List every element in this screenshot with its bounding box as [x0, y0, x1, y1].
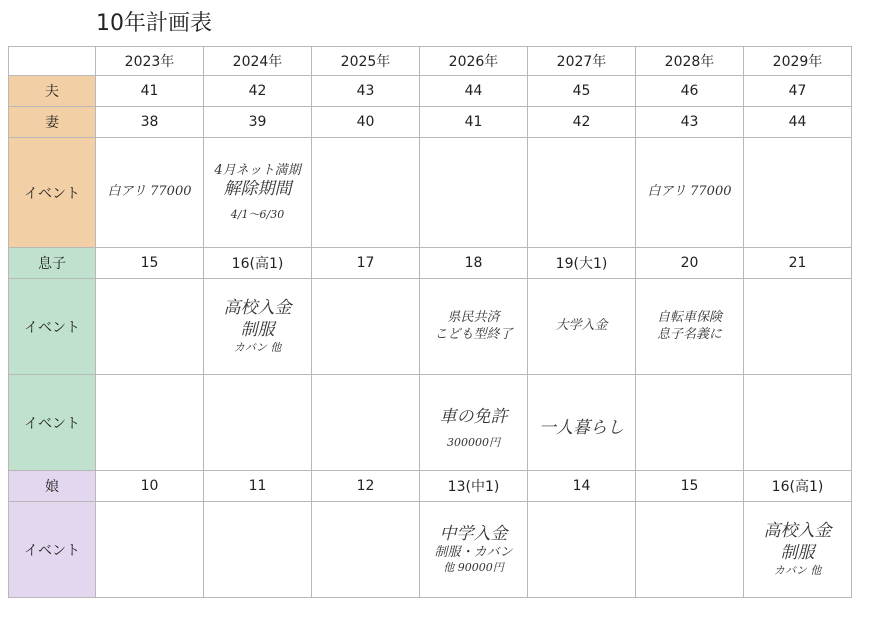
year-header: 2023年 [96, 47, 204, 76]
event-cell [312, 138, 420, 248]
age-cell: 44 [420, 76, 528, 107]
event-cell: 自転車保険 息子名義に [636, 279, 744, 375]
corner-cell [9, 47, 96, 76]
age-cell: 43 [636, 107, 744, 138]
age-cell: 40 [312, 107, 420, 138]
plan-table [8, 46, 852, 598]
age-cell: 13(中1) [420, 471, 528, 502]
age-cell: 12 [312, 471, 420, 502]
son-event-row-2 [9, 375, 852, 471]
event-cell [636, 502, 744, 598]
event-cell: 車の免許 300000円 [420, 375, 528, 471]
year-header: 2026年 [420, 47, 528, 76]
event-cell [96, 279, 204, 375]
age-cell: 41 [96, 76, 204, 107]
event-cell [96, 375, 204, 471]
age-cell: 16(高1) [744, 471, 852, 502]
row-label-son-event-1: イベント [9, 279, 96, 375]
row-label-daughter-event: イベント [9, 502, 96, 598]
age-cell: 42 [528, 107, 636, 138]
row-label-parents-event: イベント [9, 138, 96, 248]
event-cell [744, 375, 852, 471]
event-cell [312, 279, 420, 375]
age-cell: 18 [420, 248, 528, 279]
row-label-husband: 夫 [9, 76, 96, 107]
age-cell: 38 [96, 107, 204, 138]
son-event-row-1 [9, 279, 852, 375]
row-label-son-event-2: イベント [9, 375, 96, 471]
age-cell: 43 [312, 76, 420, 107]
event-cell: 中学入金 制服・カバン 他 90000円 [420, 502, 528, 598]
parents-event-row [9, 138, 852, 248]
year-header: 2027年 [528, 47, 636, 76]
age-cell: 47 [744, 76, 852, 107]
event-cell [204, 502, 312, 598]
age-cell: 39 [204, 107, 312, 138]
event-cell [204, 375, 312, 471]
event-cell [312, 375, 420, 471]
year-header: 2028年 [636, 47, 744, 76]
daughter-event-row [9, 502, 852, 598]
row-label-daughter: 娘 [9, 471, 96, 502]
year-header-row [9, 47, 852, 76]
year-header: 2025年 [312, 47, 420, 76]
age-cell: 42 [204, 76, 312, 107]
age-cell: 46 [636, 76, 744, 107]
daughter-row [9, 471, 852, 502]
event-cell [528, 138, 636, 248]
age-cell: 15 [96, 248, 204, 279]
age-cell: 20 [636, 248, 744, 279]
age-cell: 15 [636, 471, 744, 502]
event-cell [312, 502, 420, 598]
age-cell: 41 [420, 107, 528, 138]
age-cell: 16(高1) [204, 248, 312, 279]
event-cell: 4月ネット満期 解除期間 4/1～6/30 [204, 138, 312, 248]
event-cell [744, 279, 852, 375]
age-cell: 11 [204, 471, 312, 502]
event-cell: 白アリ 77000 [96, 138, 204, 248]
event-cell: 大学入金 [528, 279, 636, 375]
age-cell: 45 [528, 76, 636, 107]
event-cell: 白アリ 77000 [636, 138, 744, 248]
event-cell [528, 502, 636, 598]
row-label-son: 息子 [9, 248, 96, 279]
event-cell: 高校入金 制服 カバン 他 [744, 502, 852, 598]
age-cell: 21 [744, 248, 852, 279]
row-label-wife: 妻 [9, 107, 96, 138]
year-header: 2029年 [744, 47, 852, 76]
event-cell [420, 138, 528, 248]
page-title: 10年計画表 [96, 11, 212, 36]
event-cell: 一人暮らし [528, 375, 636, 471]
son-row [9, 248, 852, 279]
event-cell: 高校入金 制服 カバン 他 [204, 279, 312, 375]
age-cell: 10 [96, 471, 204, 502]
husband-row [9, 76, 852, 107]
age-cell: 14 [528, 471, 636, 502]
age-cell: 19(大1) [528, 248, 636, 279]
wife-row [9, 107, 852, 138]
event-cell: 県民共済 こども型終了 [420, 279, 528, 375]
age-cell: 44 [744, 107, 852, 138]
event-cell [744, 138, 852, 248]
year-header: 2024年 [204, 47, 312, 76]
age-cell: 17 [312, 248, 420, 279]
event-cell [636, 375, 744, 471]
event-cell [96, 502, 204, 598]
